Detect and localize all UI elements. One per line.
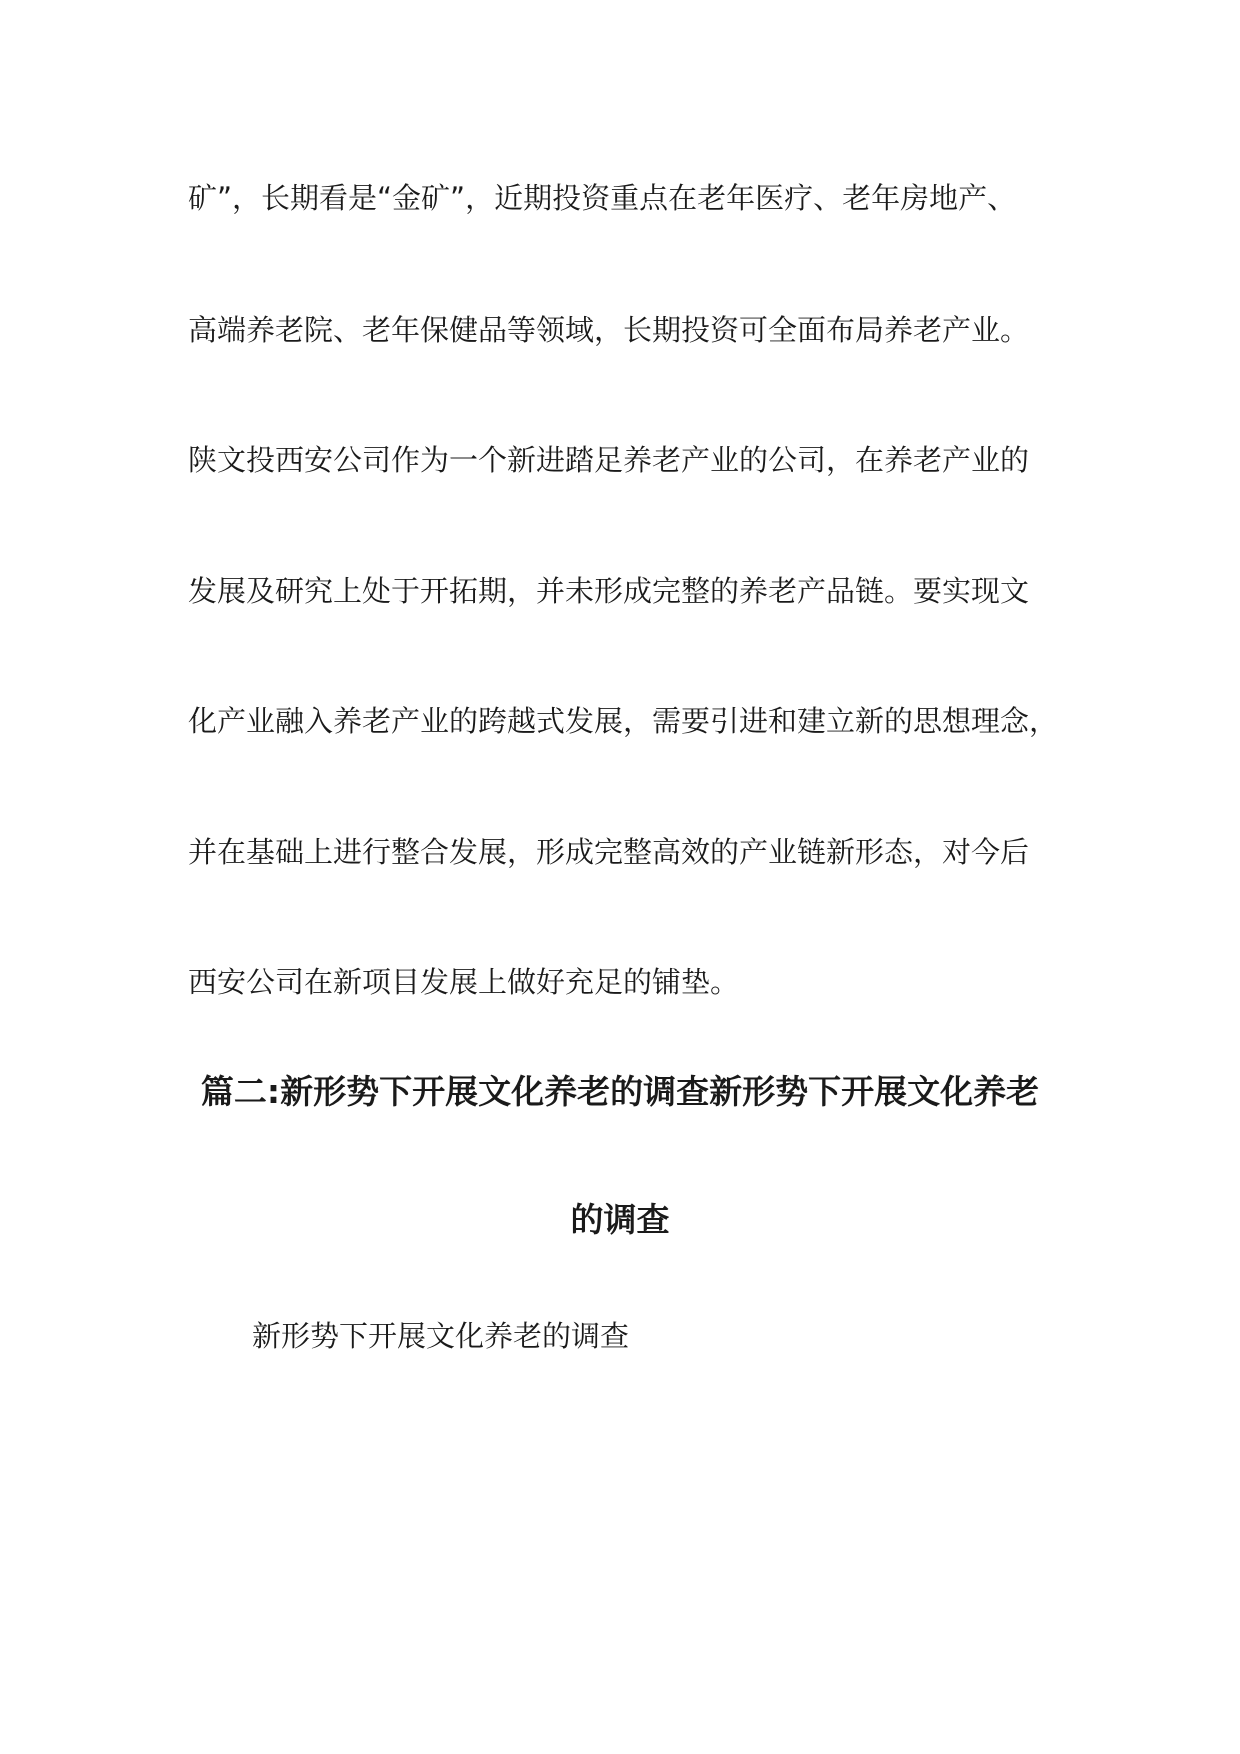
section-heading-line-2: 的调查 xyxy=(570,1200,670,1239)
body-text-line: 矿”，长期看是“金矿”，近期投资重点在老年医疗、老年房地产、 xyxy=(188,181,1017,215)
body-text-line: 化产业融入养老产业的跨越式发展，需要引进和建立新的思想理念， xyxy=(188,704,1059,738)
body-text-line: 高端养老院、老年保健品等领域，长期投资可全面布局养老产业。 xyxy=(188,313,1030,347)
section-subtitle: 新形势下开展文化养老的调查 xyxy=(252,1319,630,1353)
body-text-line: 陕文投西安公司作为一个新进踏足养老产业的公司，在养老产业的 xyxy=(188,443,1030,477)
body-text-line: 并在基础上进行整合发展，形成完整高效的产业链新形态，对今后 xyxy=(188,835,1030,869)
body-text-line: 发展及研究上处于开拓期，并未形成完整的养老产品链。要实现文 xyxy=(188,574,1030,608)
body-text-line: 西安公司在新项目发展上做好充足的铺垫。 xyxy=(188,965,740,999)
section-heading-line-1: 篇二:新形势下开展文化养老的调查新形势下开展文化养老 xyxy=(200,1072,1040,1111)
